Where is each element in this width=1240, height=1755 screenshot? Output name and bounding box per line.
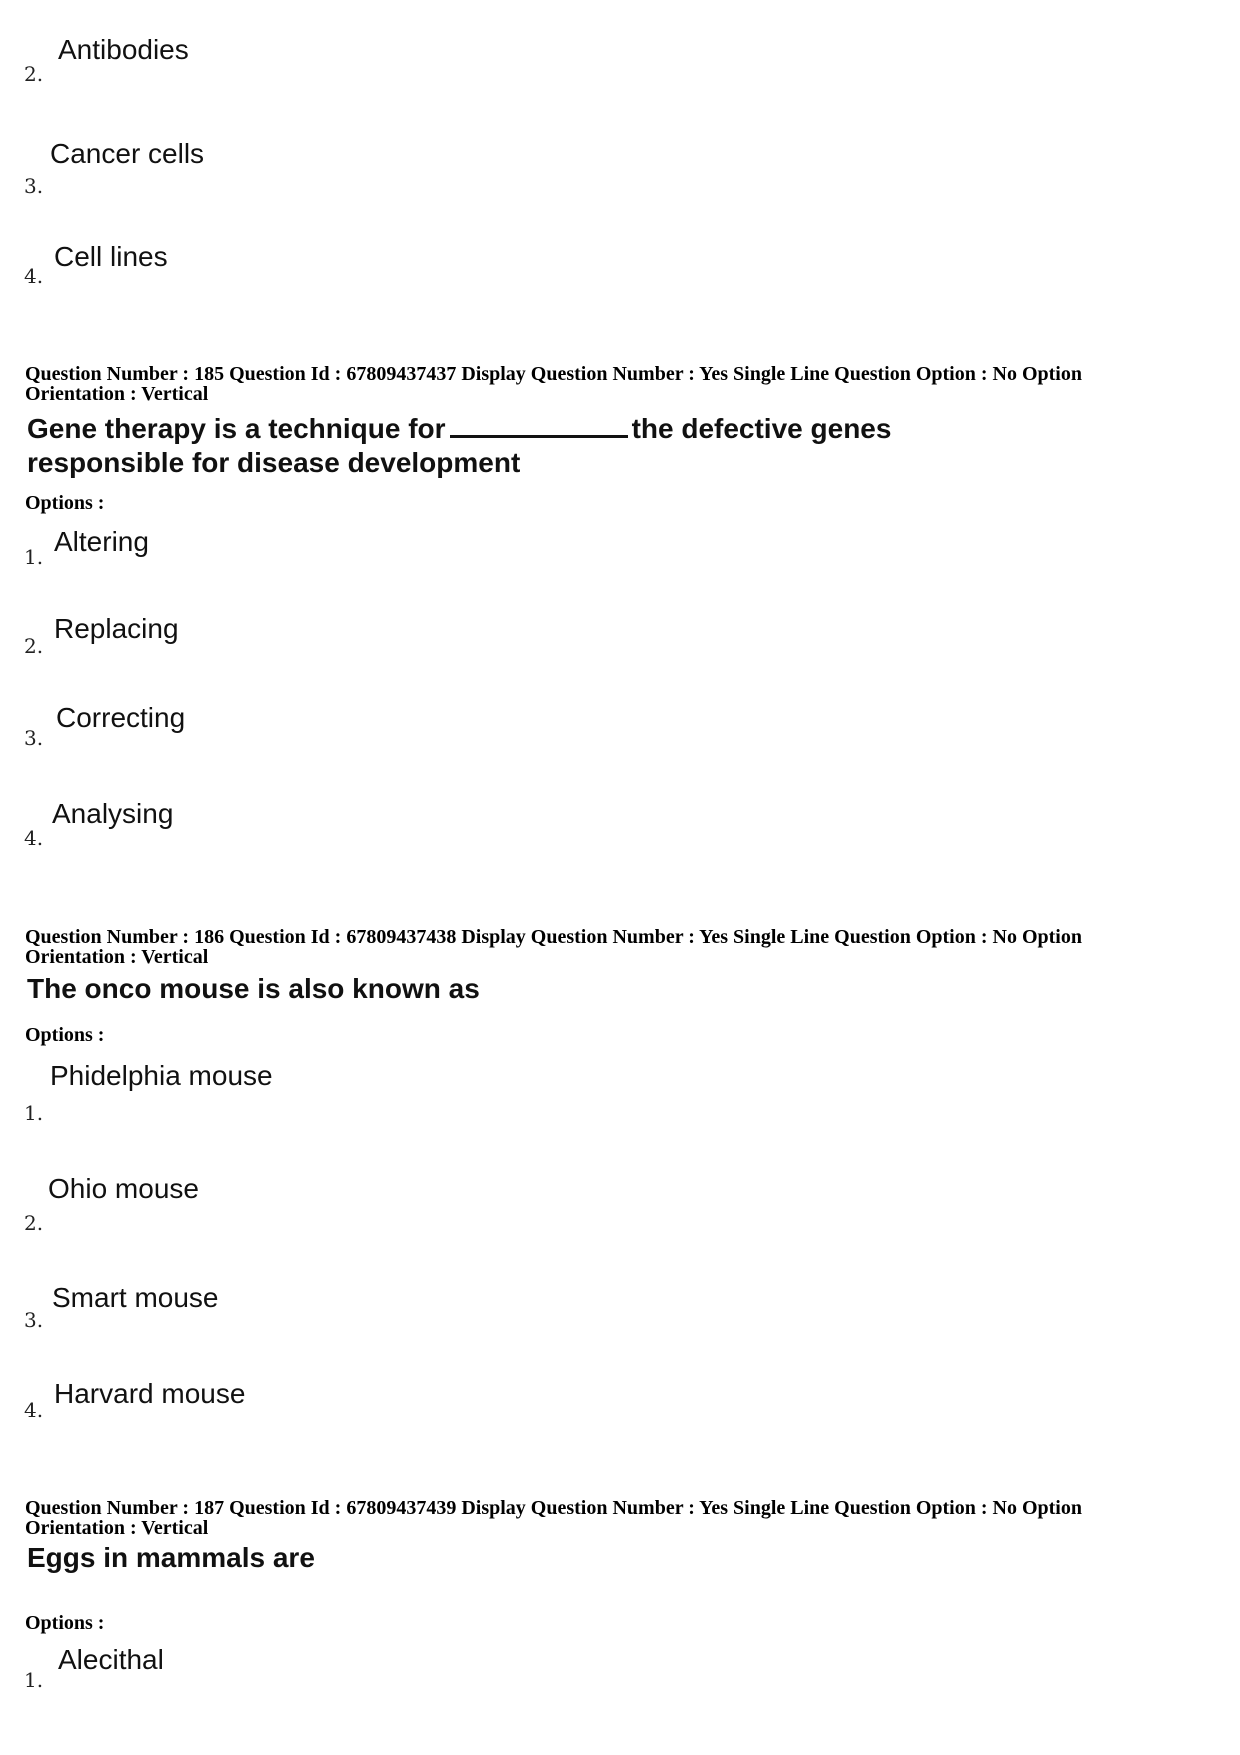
question-text: Eggs in mammals are: [27, 1542, 315, 1573]
option-text: Smart mouse: [52, 1282, 219, 1313]
question-text-line2: responsible for disease development: [27, 447, 521, 478]
question-meta-line2: Orientation : Vertical: [25, 946, 209, 968]
option-number: 3.: [24, 726, 44, 750]
question-text: The onco mouse is also known as: [27, 973, 480, 1004]
option-text: Analysing: [52, 798, 174, 829]
option-text: Phidelphia mouse: [50, 1060, 273, 1091]
option-number: 4.: [24, 826, 44, 850]
options-label: Options :: [25, 1024, 105, 1046]
option-text: Cancer cells: [50, 138, 205, 169]
fill-blank: [450, 415, 628, 438]
option-number: 2.: [24, 634, 44, 658]
question-meta-line2: Orientation : Vertical: [25, 383, 209, 405]
option-number: 3.: [24, 174, 44, 198]
option-number: 2.: [24, 1211, 44, 1235]
option-number: 1.: [24, 545, 44, 569]
option-number: 1.: [24, 1101, 44, 1125]
question-text-part1: Gene therapy is a technique for: [27, 413, 446, 444]
option-text: Antibodies: [58, 34, 189, 65]
option-text: Altering: [54, 526, 149, 557]
question-meta-line1: Question Number : 187 Question Id : 67809437439 Display Question Number : Yes Single Line Question Option : No Option: [25, 1497, 1082, 1519]
option-number: 4.: [24, 1398, 44, 1422]
option-number: 1.: [24, 1668, 44, 1692]
option-text: Ohio mouse: [48, 1173, 199, 1204]
option-text: Harvard mouse: [54, 1378, 246, 1409]
question-text: [27, 412, 891, 446]
question-meta-line1: Question Number : 185 Question Id : 67809437437 Display Question Number : Yes Single Line Question Option : No Option: [25, 363, 1082, 385]
option-text: Alecithal: [58, 1644, 164, 1675]
options-label: Options :: [25, 1612, 105, 1634]
question-meta-line1: Question Number : 186 Question Id : 67809437438 Display Question Number : Yes Single Line Question Option : No Option: [25, 926, 1082, 948]
option-number: 4.: [24, 264, 44, 288]
option-text: Correcting: [56, 702, 186, 733]
question-text-part2: the defective genes: [631, 413, 892, 444]
option-number: 2.: [24, 62, 44, 86]
options-label: Options :: [25, 492, 105, 514]
option-text: Cell lines: [54, 241, 168, 272]
option-text: Replacing: [54, 613, 179, 644]
question-meta-line2: Orientation : Vertical: [25, 1517, 209, 1539]
option-number: 3.: [24, 1308, 44, 1332]
